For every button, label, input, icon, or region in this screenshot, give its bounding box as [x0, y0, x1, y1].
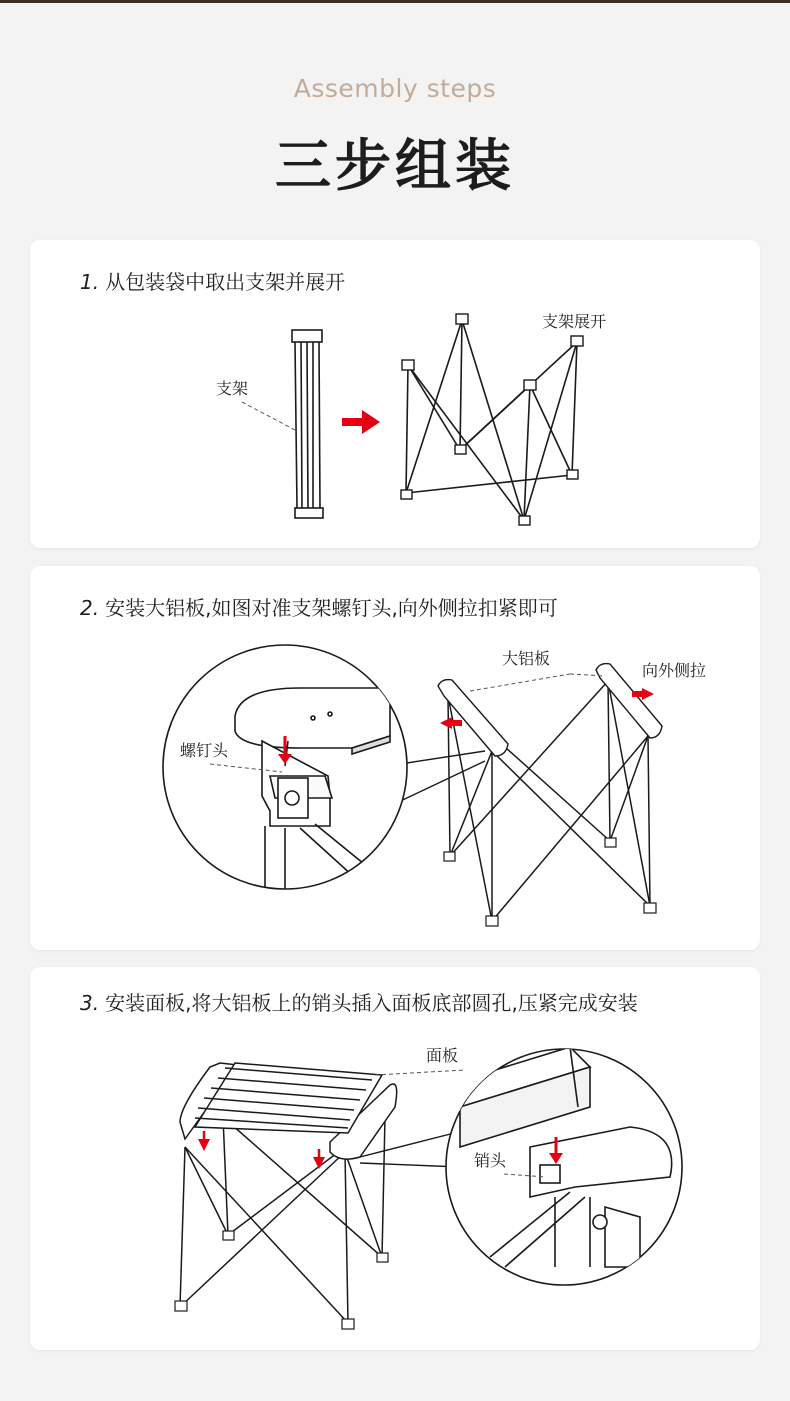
pin-head-label: 销头 — [474, 1151, 507, 1170]
frame-leader-line — [242, 402, 295, 430]
step-3-illustration — [30, 967, 760, 1350]
step-2-illustration — [30, 566, 760, 950]
frame-unfolded-label: 支架展开 — [542, 312, 607, 331]
callout-line-bottom — [360, 1163, 460, 1167]
step-3-text: 安装面板,将大铝板上的销头插入面板底部圆孔,压紧完成安装 — [105, 991, 638, 1015]
step-2-card — [30, 566, 760, 950]
step-1-text: 从包装袋中取出支架并展开 — [105, 270, 346, 294]
unfolded-frame — [406, 320, 577, 520]
table-feet — [175, 1231, 388, 1329]
pull-outward-label: 向外侧拉 — [642, 661, 707, 680]
step-1-card — [30, 240, 760, 548]
step-3-number: 3. — [80, 991, 100, 1015]
frame-label: 支架 — [216, 379, 249, 398]
callout-line-top — [400, 751, 485, 764]
table-panel — [180, 1063, 397, 1159]
plate-leader-line-a — [470, 674, 570, 691]
step-3-card — [30, 967, 760, 1350]
left-pull-arrow-icon — [440, 717, 462, 729]
aluminum-plates — [438, 664, 662, 756]
step-1-number: 1. — [80, 270, 100, 294]
section-subtitle: Assembly steps — [293, 74, 497, 103]
panel-label: 面板 — [426, 1046, 459, 1065]
panel-leader-line — [375, 1070, 465, 1075]
folded-frame — [292, 330, 323, 518]
red-arrow-icon — [342, 410, 380, 434]
step-2-number: 2. — [80, 596, 100, 620]
step-2-text: 安装大铝板,如图对准支架螺钉头,向外侧拉扣紧即可 — [105, 596, 558, 620]
top-strip — [0, 0, 790, 3]
aluminum-plate-label: 大铝板 — [502, 649, 551, 668]
screw-head-label: 螺钉头 — [180, 741, 229, 760]
section-title: 三步组装 — [275, 134, 515, 199]
step-1-illustration — [30, 240, 760, 548]
